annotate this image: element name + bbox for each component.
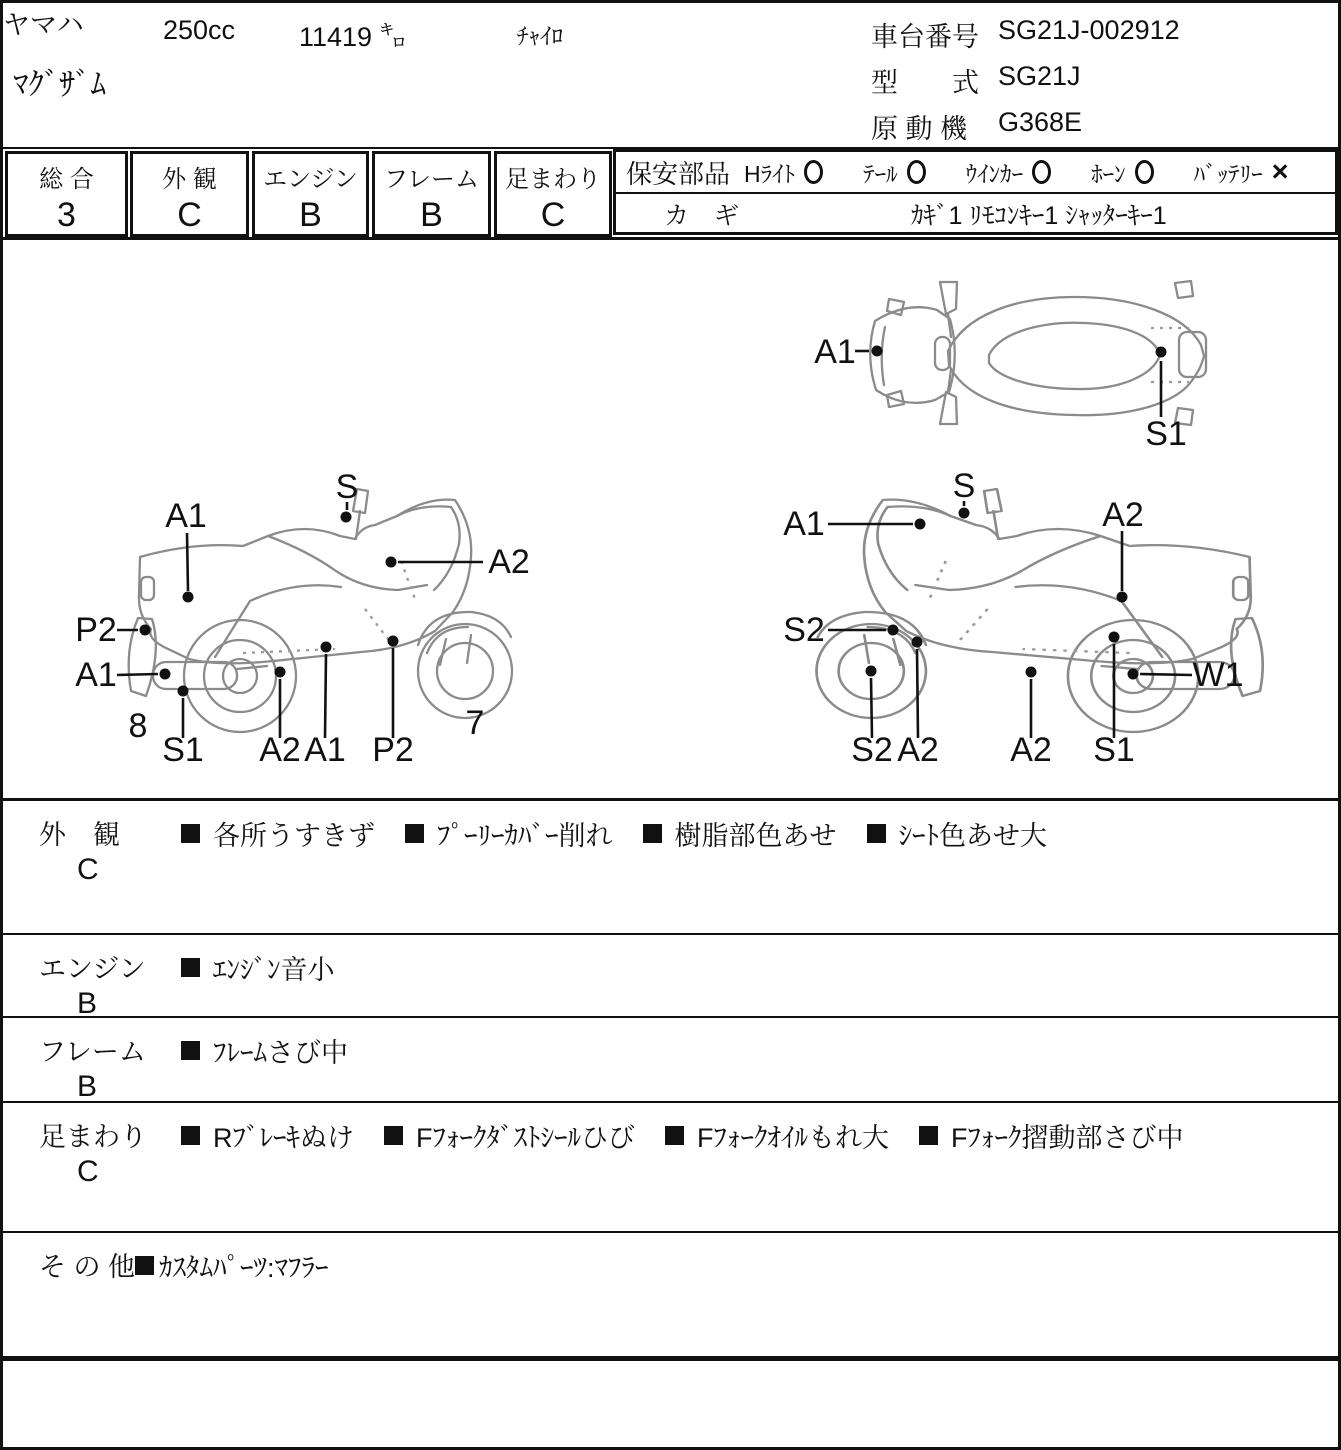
engine-code-value: G368E — [998, 107, 1083, 137]
chassis-number-label: 車台番号 — [871, 22, 979, 52]
keys-label: カ ギ — [664, 202, 740, 230]
safety-item — [744, 156, 823, 189]
damage-code-label-left-side-view: S — [335, 468, 359, 506]
model-code-value: SG21J — [998, 61, 1081, 91]
damage-code-label-top-view: S1 — [1145, 415, 1187, 453]
damage-marker-dot — [866, 666, 877, 677]
damage-code-label-left-side-view: P2 — [372, 731, 414, 769]
bullet-square-icon — [919, 1126, 938, 1145]
grade-box-value: B — [420, 196, 443, 234]
section-items — [181, 948, 365, 987]
bullet-square-icon — [181, 1041, 200, 1060]
damage-marker-dot — [1156, 347, 1167, 358]
empty-footer-row — [3, 1356, 1338, 1450]
damage-code-label-right-side-view: S2 — [783, 611, 825, 649]
damage-marker-dot — [341, 512, 352, 523]
section-label: 外 観 — [39, 820, 120, 850]
damage-code-label-right-side-view: S2 — [851, 731, 893, 769]
grade-box-value: B — [299, 196, 322, 234]
leader-line — [917, 649, 918, 738]
condition-item-text: ﾌﾚｰﾑさび中 — [213, 1038, 348, 1068]
condition-item — [867, 814, 1048, 853]
section-items — [181, 814, 1077, 853]
damage-code-label-left-side-view: S1 — [162, 731, 204, 769]
damage-marker-dot — [912, 637, 923, 648]
damage-code-label-right-side-view: W1 — [1192, 656, 1244, 694]
bullet-square-icon — [181, 824, 200, 843]
condition-section-4 — [3, 1101, 1338, 1233]
bullet-square-icon — [643, 824, 662, 843]
safety-item — [966, 156, 1052, 189]
section-items — [181, 1031, 378, 1070]
safety-parts-row — [616, 152, 1335, 194]
bullet-square-icon — [867, 824, 886, 843]
section-grade: C — [77, 1155, 99, 1188]
damage-code-label-right-side-view: A2 — [1010, 731, 1052, 769]
safety-item-name: Hﾗｲﾄ — [744, 160, 796, 187]
keys-row — [616, 194, 1335, 234]
section-items — [135, 1246, 359, 1285]
engine-code-label: 原 動 機 — [871, 114, 968, 144]
section-label: そ の 他 — [39, 1252, 136, 1282]
damage-code-labels — [75, 333, 1243, 769]
damage-code-label-right-side-view: A1 — [783, 505, 825, 543]
condition-section-5 — [3, 1231, 1338, 1358]
keys-value: ｶｷﾞ1 ﾘﾓｺﾝｷｰ1 ｼｬｯﾀｰｷｰ1 — [911, 202, 1167, 230]
safety-item-name: ﾎｰﾝ — [1091, 160, 1126, 187]
condition-item-text: Rﾌﾞﾚｰｷぬけ — [213, 1123, 354, 1153]
safety-item — [1194, 156, 1289, 189]
section-grade: C — [77, 853, 99, 886]
condition-item — [665, 1116, 889, 1155]
grade-box-label: フレーム — [383, 166, 480, 193]
leader-line — [117, 674, 158, 675]
condition-item-text: Fﾌｫｰｸ摺動部さび中 — [951, 1123, 1184, 1153]
displacement: 250cc — [163, 15, 236, 45]
bullet-square-icon — [665, 1126, 684, 1145]
condition-item — [135, 1246, 329, 1285]
grade-box-label: 外 観 — [162, 166, 217, 193]
damage-code-label-left-side-view: A1 — [304, 731, 346, 769]
damage-code-label-left-side-view: 8 — [128, 707, 148, 745]
maker-name: ヤマハ — [3, 10, 84, 40]
condition-item — [181, 814, 375, 853]
damage-marker-dot — [915, 519, 926, 530]
condition-item — [384, 1116, 635, 1155]
damage-code-label-right-side-view: A2 — [1102, 496, 1144, 534]
mileage: 11419 ㌔ — [299, 22, 407, 52]
model-name: ﾏｸﾞｻﾞﾑ — [13, 67, 106, 102]
safety-item-name: ｳｲﾝｶｰ — [965, 160, 1024, 187]
grade-box-value: 3 — [57, 196, 76, 234]
safety-item-name: ﾊﾞｯﾃﾘｰ — [1193, 160, 1263, 187]
grade-box-label: 足まわり — [505, 166, 601, 193]
condition-item-text: 各所うすきず — [213, 821, 375, 851]
damage-marker-dot — [872, 346, 883, 357]
status-circle-icon — [1135, 160, 1154, 184]
section-label: フレーム — [39, 1037, 146, 1067]
grade-box-label: 総 合 — [39, 166, 94, 193]
damage-marker-dot — [1109, 632, 1120, 643]
status-cross-icon: × — [1271, 155, 1289, 188]
damage-marker-dot — [386, 557, 397, 568]
condition-section-3 — [3, 1016, 1338, 1103]
chassis-number-value: SG21J-002912 — [998, 15, 1180, 45]
damage-code-label-right-side-view: S — [952, 467, 976, 505]
condition-item — [643, 814, 837, 853]
damage-code-label-left-side-view: 7 — [465, 704, 485, 742]
grade-box-1 — [5, 151, 128, 237]
section-grade: B — [77, 987, 98, 1020]
condition-item — [181, 1116, 354, 1155]
condition-item-text: 樹脂部色あせ — [674, 821, 837, 851]
grade-box-2 — [130, 151, 249, 237]
safety-keys-box — [613, 149, 1338, 235]
damage-code-label-right-side-view: A2 — [897, 731, 939, 769]
grade-box-3 — [252, 151, 369, 237]
condition-section-1 — [3, 798, 1338, 936]
damage-marker-dot — [140, 625, 151, 636]
condition-item-text: Fﾌｫｰｸﾀﾞｽﾄｼｰﾙひび — [416, 1123, 635, 1153]
grade-box-4 — [372, 151, 491, 237]
bullet-square-icon — [384, 1126, 403, 1145]
grade-box-value: C — [540, 196, 566, 234]
damage-marker-dot — [388, 636, 399, 647]
damage-code-label-top-view: A1 — [814, 333, 856, 371]
damage-marker-dot — [183, 592, 194, 603]
grade-box-value: C — [177, 196, 202, 234]
condition-section-2 — [3, 933, 1338, 1018]
damage-diagram — [3, 239, 1338, 797]
condition-item — [919, 1116, 1184, 1155]
status-circle-icon — [804, 160, 823, 184]
grade-box-label: エンジン — [263, 166, 358, 193]
condition-item — [181, 1031, 348, 1070]
bullet-square-icon — [135, 1256, 154, 1275]
damage-code-label-right-side-view: S1 — [1093, 731, 1135, 769]
condition-item-text: ｶｽﾀﾑﾊﾟｰﾂ:ﾏﾌﾗｰ — [159, 1253, 329, 1283]
bullet-square-icon — [405, 824, 424, 843]
damage-marker-dot — [321, 642, 332, 653]
status-circle-icon — [1032, 160, 1051, 184]
damage-code-label-left-side-view: A2 — [488, 543, 530, 581]
safety-parts-label: 保安部品 — [626, 158, 731, 189]
condition-item-text: ｴﾝｼﾞﾝ音小 — [213, 955, 335, 985]
condition-item-text: ｼｰﾄ色あせ大 — [898, 821, 1047, 851]
damage-marker-dot — [160, 669, 171, 680]
damage-code-label-left-side-view: A2 — [259, 731, 301, 769]
damage-marker-dot — [1128, 669, 1139, 680]
bullet-square-icon — [181, 1126, 200, 1145]
leader-line — [1140, 674, 1192, 675]
damage-marker-dot — [178, 686, 189, 697]
condition-item-text: Fﾌｫｰｸｵｲﾙもれ大 — [697, 1123, 889, 1153]
condition-item-text: ﾌﾟｰﾘｰｶﾊﾞｰ削れ — [437, 821, 613, 851]
grade-box-5 — [494, 151, 612, 237]
body-color: ﾁｬｲﾛ — [517, 23, 563, 49]
damage-marker-dot — [275, 667, 286, 678]
safety-item — [863, 156, 926, 189]
damage-code-label-left-side-view: A1 — [75, 656, 117, 694]
condition-item — [405, 814, 613, 853]
section-grade: B — [77, 1070, 98, 1103]
damage-code-label-left-side-view: P2 — [75, 611, 117, 649]
condition-item — [181, 948, 335, 987]
damage-code-label-left-side-view: A1 — [165, 497, 207, 535]
leader-line — [325, 654, 326, 738]
leader-line — [187, 533, 188, 591]
section-label: 足まわり — [39, 1122, 147, 1152]
safety-item-name: ﾃｰﾙ — [863, 160, 898, 187]
damage-marker-dot — [1117, 592, 1128, 603]
scooter-right-side-view — [817, 489, 1263, 732]
safety-items — [744, 156, 1329, 189]
leader-line — [871, 678, 872, 738]
section-label: エンジン — [39, 954, 146, 984]
model-code-label: 型 式 — [871, 68, 979, 98]
damage-marker-dot — [959, 508, 970, 519]
safety-item — [1091, 156, 1154, 189]
status-circle-icon — [907, 160, 926, 184]
damage-marker-dot — [1026, 667, 1037, 678]
bullet-square-icon — [181, 958, 200, 977]
section-items — [181, 1116, 1214, 1155]
damage-marker-dot — [888, 625, 899, 636]
